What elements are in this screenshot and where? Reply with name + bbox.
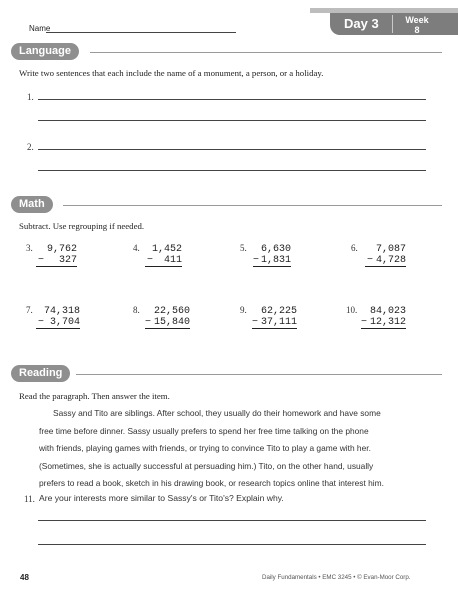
problem-7-subtrahend-row: − 3,704	[38, 317, 80, 328]
problem-10	[361, 306, 406, 329]
problem-3	[36, 244, 77, 267]
item-2-answer-line-1[interactable]	[38, 149, 426, 150]
reading-instructions: Read the paragraph. Then answer the item.	[19, 391, 170, 401]
problem-9	[252, 306, 297, 329]
problem-9-subtrahend-row: − 37,111	[252, 317, 297, 328]
problem-6-subtrahend-row: − 4,728	[367, 255, 406, 266]
problem-5-minuend: 6,630	[260, 244, 291, 255]
problem-10-minuend: 84,023	[369, 306, 406, 317]
problem-3-subtrahend: 327	[58, 255, 77, 266]
reading-section-divider	[76, 374, 442, 375]
paragraph-line: prefers to read a book, sketch in his drawing book, or research topics online that interest him.	[39, 478, 384, 488]
paragraph-line: free time before dinner. Sassy usually prefers to spend her free time talking on the phone	[39, 425, 369, 436]
question-11-answer-line-1[interactable]	[38, 520, 426, 521]
tab-divider	[392, 15, 393, 33]
problem-8-subtrahend-row: − 15,840	[145, 317, 190, 328]
footer-credit: Daily Fundamentals • EMC 3245 • © Evan-Moor Corp.	[262, 574, 411, 581]
day-label: Day 3	[344, 16, 379, 31]
problem-6-subtrahend: 4,728	[375, 255, 406, 266]
question-11-text: Are your interests more similar to Sassy's or Tito's? Explain why.	[39, 493, 284, 503]
paragraph-line: Sassy and Tito are siblings. After school, they usually do their homework and have some	[53, 408, 381, 418]
problem-10-subtrahend-row: − 12,312	[361, 317, 406, 328]
language-section-title: Language	[11, 43, 79, 60]
problem-8-subtrahend: 15,840	[153, 317, 190, 328]
problem-4-number: 4.	[133, 243, 140, 253]
week-number: 8	[414, 25, 420, 35]
question-11-answer-line-2[interactable]	[38, 544, 426, 545]
problem-10-subtrahend: 12,312	[369, 317, 406, 328]
tab-top-strip	[310, 8, 458, 13]
problem-7	[36, 306, 80, 329]
item-1-answer-line-2[interactable]	[38, 120, 426, 121]
math-instructions: Subtract. Use regrouping if needed.	[19, 221, 145, 231]
problem-3-minuend: 9,762	[46, 244, 77, 255]
item-1-answer-line-1[interactable]	[38, 99, 426, 100]
problem-4	[145, 244, 182, 267]
problem-5-number: 5.	[240, 243, 247, 253]
problem-5	[253, 244, 291, 267]
problem-5-subtrahend: 1,831	[260, 255, 291, 266]
item-2-answer-line-2[interactable]	[38, 170, 426, 171]
language-section-divider	[90, 52, 442, 53]
problem-7-minuend: 74,318	[43, 306, 80, 317]
reading-paragraph	[39, 405, 439, 493]
paragraph-line: with friends, playing games with friends, or trying to convince Tito to play a game with her.	[39, 443, 371, 453]
problem-7-number: 7.	[26, 305, 33, 315]
item-1-number: 1.	[27, 92, 34, 102]
problem-6	[365, 244, 406, 267]
problem-6-number: 6.	[351, 243, 358, 253]
problem-9-minuend: 62,225	[260, 306, 297, 317]
math-section-title: Math	[11, 196, 53, 213]
problem-3-subtrahend-row: − 327	[38, 255, 77, 266]
paragraph-line: (Sometimes, she is actually successful at persuading him.) Tito, on the other hand, usually	[39, 460, 374, 471]
problem-4-subtrahend-row: − 411	[147, 255, 182, 266]
math-section-divider	[63, 205, 442, 206]
problem-9-subtrahend: 37,111	[260, 317, 297, 328]
name-label: Name	[29, 24, 51, 33]
reading-section-title: Reading	[11, 365, 70, 382]
question-11-number: 11.	[24, 494, 35, 504]
page-number: 48	[20, 573, 29, 582]
problem-5-subtrahend-row: − 1,831	[253, 255, 291, 266]
week-label: Week	[405, 15, 429, 25]
language-instructions: Write two sentences that each include the name of a monument, a person, or a holiday.	[19, 68, 324, 78]
problem-6-minuend: 7,087	[375, 244, 406, 255]
name-line[interactable]	[46, 32, 236, 33]
problem-4-subtrahend: 411	[163, 255, 182, 266]
problem-3-number: 3.	[26, 243, 33, 253]
problem-8-number: 8.	[133, 305, 140, 315]
problem-8-minuend: 22,560	[153, 306, 190, 317]
problem-7-subtrahend: 3,704	[49, 317, 80, 328]
item-2-number: 2.	[27, 142, 34, 152]
problem-10-number: 10.	[346, 305, 358, 315]
problem-9-number: 9.	[240, 305, 247, 315]
problem-4-minuend: 1,452	[151, 244, 182, 255]
problem-8	[145, 306, 190, 329]
